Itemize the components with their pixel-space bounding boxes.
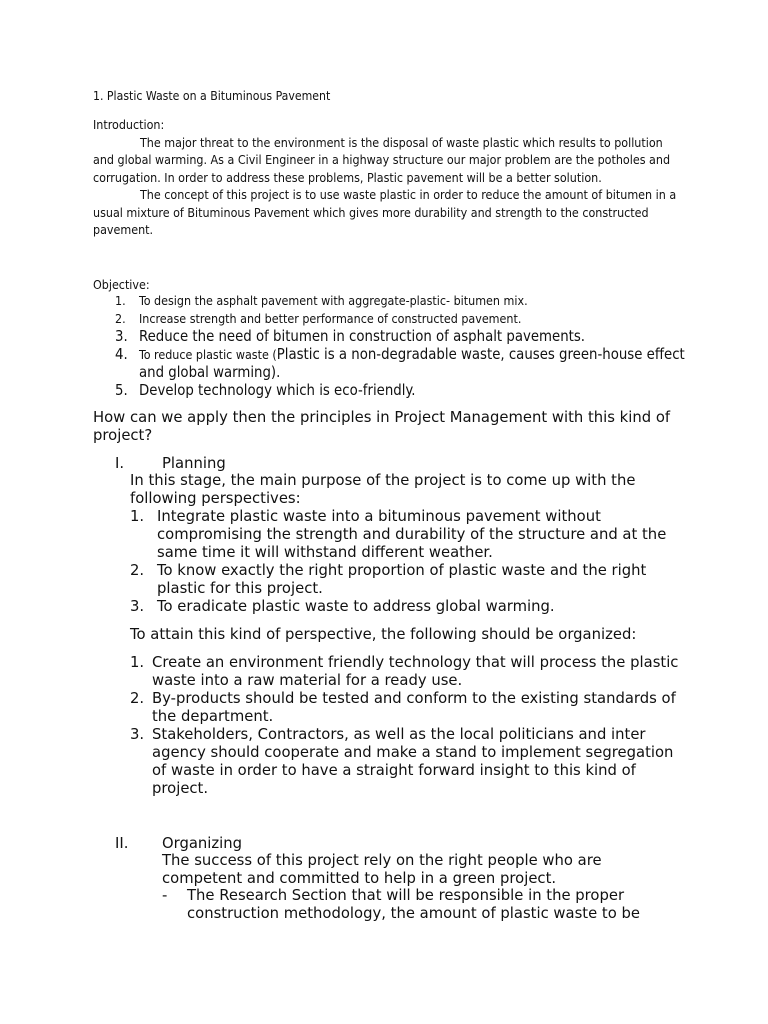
perspectives-list	[130, 508, 690, 616]
perspective-item: 1. Integrate plastic waste into a bituminous pavement without compromising the strength and durability of the structure and at the same time it will withstand different weather.	[130, 508, 667, 561]
objective-item: 4. To reduce plastic waste (Plastic is a non-degradable waste, causes green-house effect and global warming).	[115, 346, 685, 381]
organizing-item: - The Research Section that will be responsible in the proper construction methodology, the amount of plastic waste to be	[162, 887, 640, 922]
section-title: Organizing	[162, 835, 243, 852]
organizing-intro: The success of this project rely on the right people who are competent and committed to help in a green project.	[162, 852, 602, 887]
section-numeral: I.	[115, 455, 125, 472]
planning-intro: In this stage, the main purpose of the project is to come up with the following perspectives:	[130, 472, 636, 507]
organized-item: 2. By-products should be tested and conform to the existing standards of the department.	[130, 690, 676, 725]
objective-item: 5. Develop technology which is eco-friendly.	[115, 382, 416, 399]
project-management-question: How can we apply then the principles in Project Management with this kind of project?	[93, 409, 671, 444]
organized-item: 3. Stakeholders, Contractors, as well as the local politicians and inter agency should cooperate and make a stand to implement segregation of waste in order to have a straight forward insight to this kind of project.	[130, 726, 674, 797]
perspective-item: 3. To eradicate plastic waste to address global warming.	[130, 598, 555, 615]
document-title: 1. Plastic Waste on a Bituminous Pavement	[93, 89, 331, 103]
objective-item: 1. To design the asphalt pavement with aggregate-plastic- bitumen mix.	[115, 293, 528, 308]
objective-item: 2. Increase strength and better performance of constructed pavement.	[115, 311, 522, 326]
organizing-list	[162, 887, 682, 923]
organized-list	[130, 654, 690, 798]
objective-list	[93, 292, 693, 400]
introduction-body	[93, 134, 683, 238]
introduction-paragraph: The major threat to the environment is the disposal of waste plastic which results to pollution and global warming. As a Civil Engineer in a highway structure our major problem are the potholes and corrugation. In order to address these problems, Plastic pavement will be a better solution.	[93, 135, 671, 185]
objective-heading: Objective:	[93, 277, 150, 292]
organized-item: 1. Create an environment friendly technology that will process the plastic waste into a raw material for a ready use.	[130, 654, 679, 689]
objective-item: 3. Reduce the need of bitumen in construction of asphalt pavements.	[115, 328, 586, 345]
section-title: Planning	[162, 455, 226, 472]
perspective-item: 2. To know exactly the right proportion of plastic waste and the right plastic for this project.	[130, 562, 647, 597]
introduction-paragraph: The concept of this project is to use waste plastic in order to reduce the amount of bitumen in a usual mixture of Bituminous Pavement which gives more durability and strength to the constructed pavement.	[93, 187, 677, 238]
section-numeral: II.	[115, 835, 129, 852]
introduction-heading: Introduction:	[93, 117, 165, 132]
attain-paragraph: To attain this kind of perspective, the following should be organized:	[130, 626, 637, 643]
